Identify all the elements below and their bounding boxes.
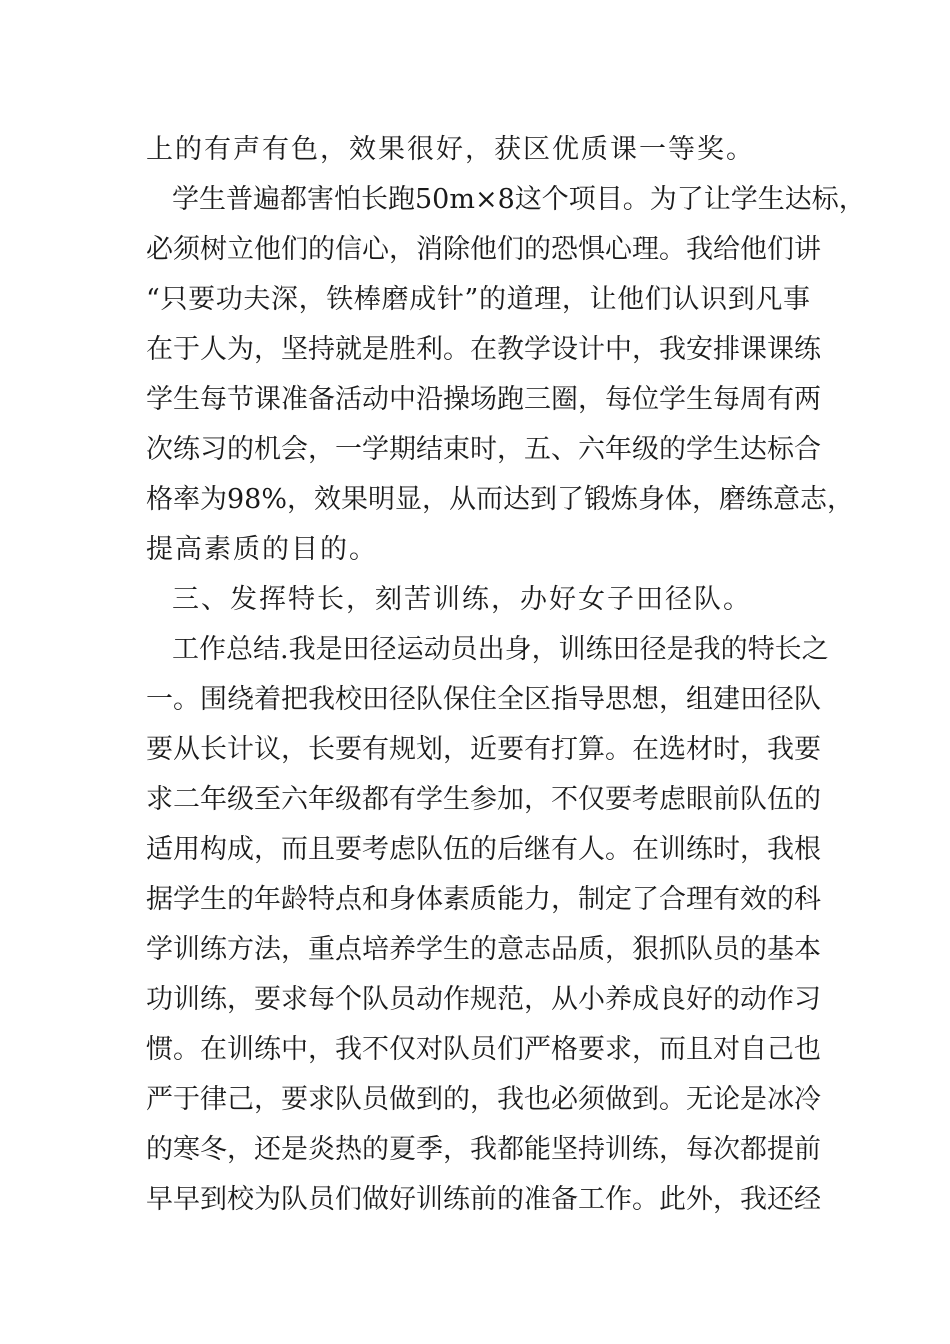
text-line-5: 在于人为，坚持就是胜利。在教学设计中，我安排课课练	[146, 334, 821, 365]
section-heading: 三、发挥特长，刻苦训练，办好女子田径队。	[172, 584, 752, 615]
text-line-16: 据学生的年龄特点和身体素质能力，制定了合理有效的科	[146, 884, 821, 915]
text-line-7: 次练习的机会，一学期结束时，五、六年级的学生达标合	[146, 434, 821, 465]
text-line-8: 格率为98%，效果明显，从而达到了锻炼身体，磨练意志，	[146, 484, 855, 515]
text-line-15: 适用构成，而且要考虑队伍的后继有人。在训练时，我根	[146, 834, 821, 865]
text-line-17: 学训练方法，重点培养学生的意志品质，狠抓队员的基本	[146, 934, 821, 965]
text-line-3: 必须树立他们的信心，消除他们的恐惧心理。我给他们讲	[146, 234, 821, 265]
text-line-11: 工作总结.我是田径运动员出身，训练田径是我的特长之	[172, 634, 829, 665]
text-line-14: 求二年级至六年级都有学生参加，不仅要考虑眼前队伍的	[146, 784, 821, 815]
text-line-12: 一。围绕着把我校田径队保住全区指导思想，组建田径队	[146, 684, 821, 715]
text-line-21: 的寒冬，还是炎热的夏季，我都能坚持训练，每次都提前	[146, 1134, 821, 1165]
text-line-18: 功训练，要求每个队员动作规范，从小养成良好的动作习	[146, 984, 821, 1015]
text-line-19: 惯。在训练中，我不仅对队员们严格要求，而且对自己也	[146, 1034, 821, 1065]
text-line-13: 要从长计议，长要有规划，近要有打算。在选材时，我要	[146, 734, 821, 765]
text-line-2: 学生普遍都害怕长跑50m×8这个项目。为了让学生达标，	[172, 184, 866, 215]
text-line-20: 严于律己，要求队员做到的，我也必须做到。无论是冰冷	[146, 1084, 821, 1115]
text-line-22: 早早到校为队员们做好训练前的准备工作。此外，我还经	[146, 1184, 821, 1215]
text-line-9: 提高素质的目的。	[146, 534, 378, 565]
text-line-4: “只要功夫深，铁棒磨成针”的道理，让他们认识到凡事	[146, 284, 810, 315]
text-line-6: 学生每节课准备活动中沿操场跑三圈，每位学生每周有两	[146, 384, 821, 415]
text-line-1: 上的有声有色，效果很好，获区优质课一等奖。	[146, 134, 755, 165]
